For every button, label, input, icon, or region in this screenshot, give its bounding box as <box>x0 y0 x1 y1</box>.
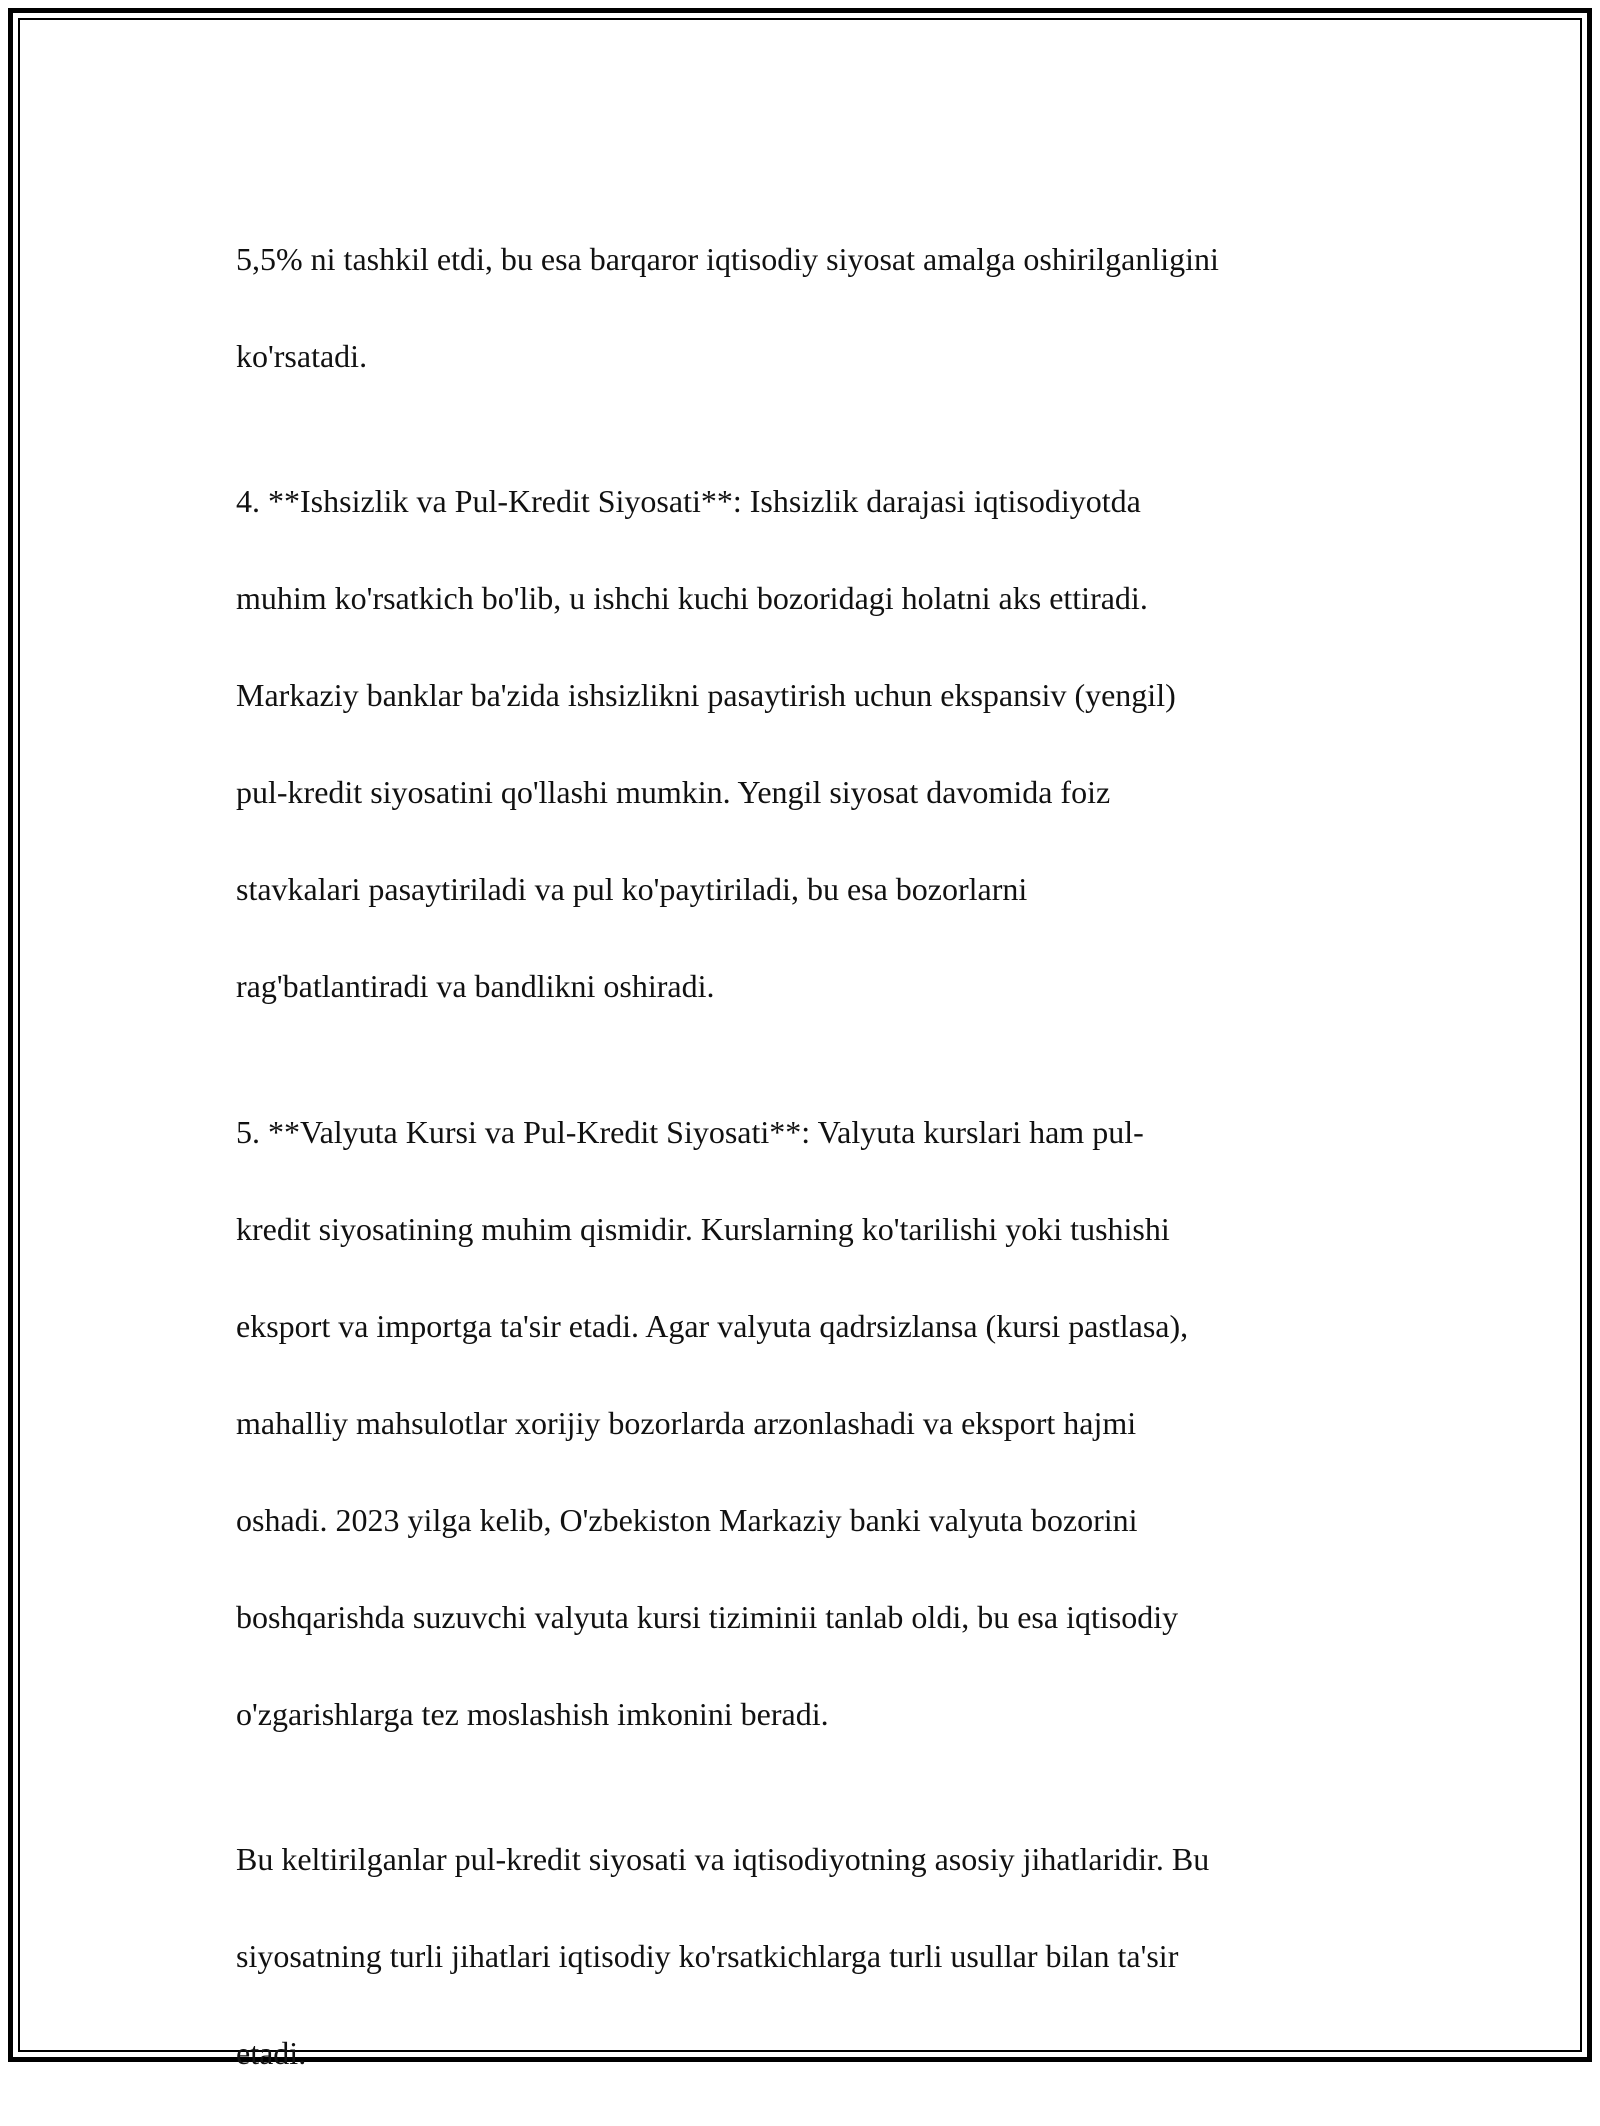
text-line: oshadi. 2023 yilga kelib, O'zbekiston Markaziy banki valyuta bozorini <box>236 1501 1138 1538</box>
text-line: muhim ko'rsatkich bo'lib, u ishchi kuchi bozoridagi holatni aks ettiradi. <box>236 580 1148 616</box>
text-line: siyosatning turli jihatlari iqtisodiy ko'rsatkichlarga turli usullar bilan ta'sir <box>236 1938 1179 1974</box>
text-line: pul-kredit siyosatini qo'llashi mumkin. Yengil siyosat davomida foiz <box>236 774 1111 810</box>
text-line: Markaziy banklar ba'zida ishsizlikni pasaytirish uchun ekspansiv (yengil) <box>236 677 1176 713</box>
text-line: o'zgarishlarga tez moslashish imkonini beradi. <box>236 1695 829 1732</box>
text-line: kredit siyosatining muhim qismidir. Kurslarning ko'tarilishi yoki tushishi <box>236 1210 1170 1247</box>
page-body <box>236 186 1376 2126</box>
text-line: ko'rsatadi. <box>236 337 368 374</box>
text-line: eksport va importga ta'sir etadi. Agar valyuta qadrsizlansa (kursi pastlasa), <box>236 1307 1189 1344</box>
text-line: etadi. <box>236 2035 307 2071</box>
paragraph-section-4 <box>236 429 1376 1011</box>
paragraph-continuation <box>236 186 1376 380</box>
paragraph-conclusion <box>236 1787 1376 2078</box>
text-line: boshqarishda suzuvchi valyuta kursi tiziminii tanlab oldi, bu esa iqtisodiy <box>236 1598 1179 1635</box>
paragraph-section-5 <box>236 1059 1376 1738</box>
text-line: 4. **Ishsizlik va Pul-Kredit Siyosati**: Ishsizlik darajasi iqtisodiyotda <box>236 483 1141 519</box>
text-line: stavkalari pasaytiriladi va pul ko'paytiriladi, bu esa bozorlarni <box>236 871 1028 907</box>
text-line: mahalliy mahsulotlar xorijiy bozorlarda arzonlashadi va eksport hajmi <box>236 1404 1137 1441</box>
text-line: rag'batlantiradi va bandlikni oshiradi. <box>236 968 715 1004</box>
text-line: 5,5% ni tashkil etdi, bu esa barqaror iqtisodiy siyosat amalga oshirilganligini <box>236 240 1219 277</box>
text-line: Bu keltirilganlar pul-kredit siyosati va iqtisodiyotning asosiy jihatlaridir. Bu <box>236 1841 1210 1877</box>
text-line: 5. **Valyuta Kursi va Pul-Kredit Siyosati**: Valyuta kurslari ham pul- <box>236 1113 1144 1150</box>
